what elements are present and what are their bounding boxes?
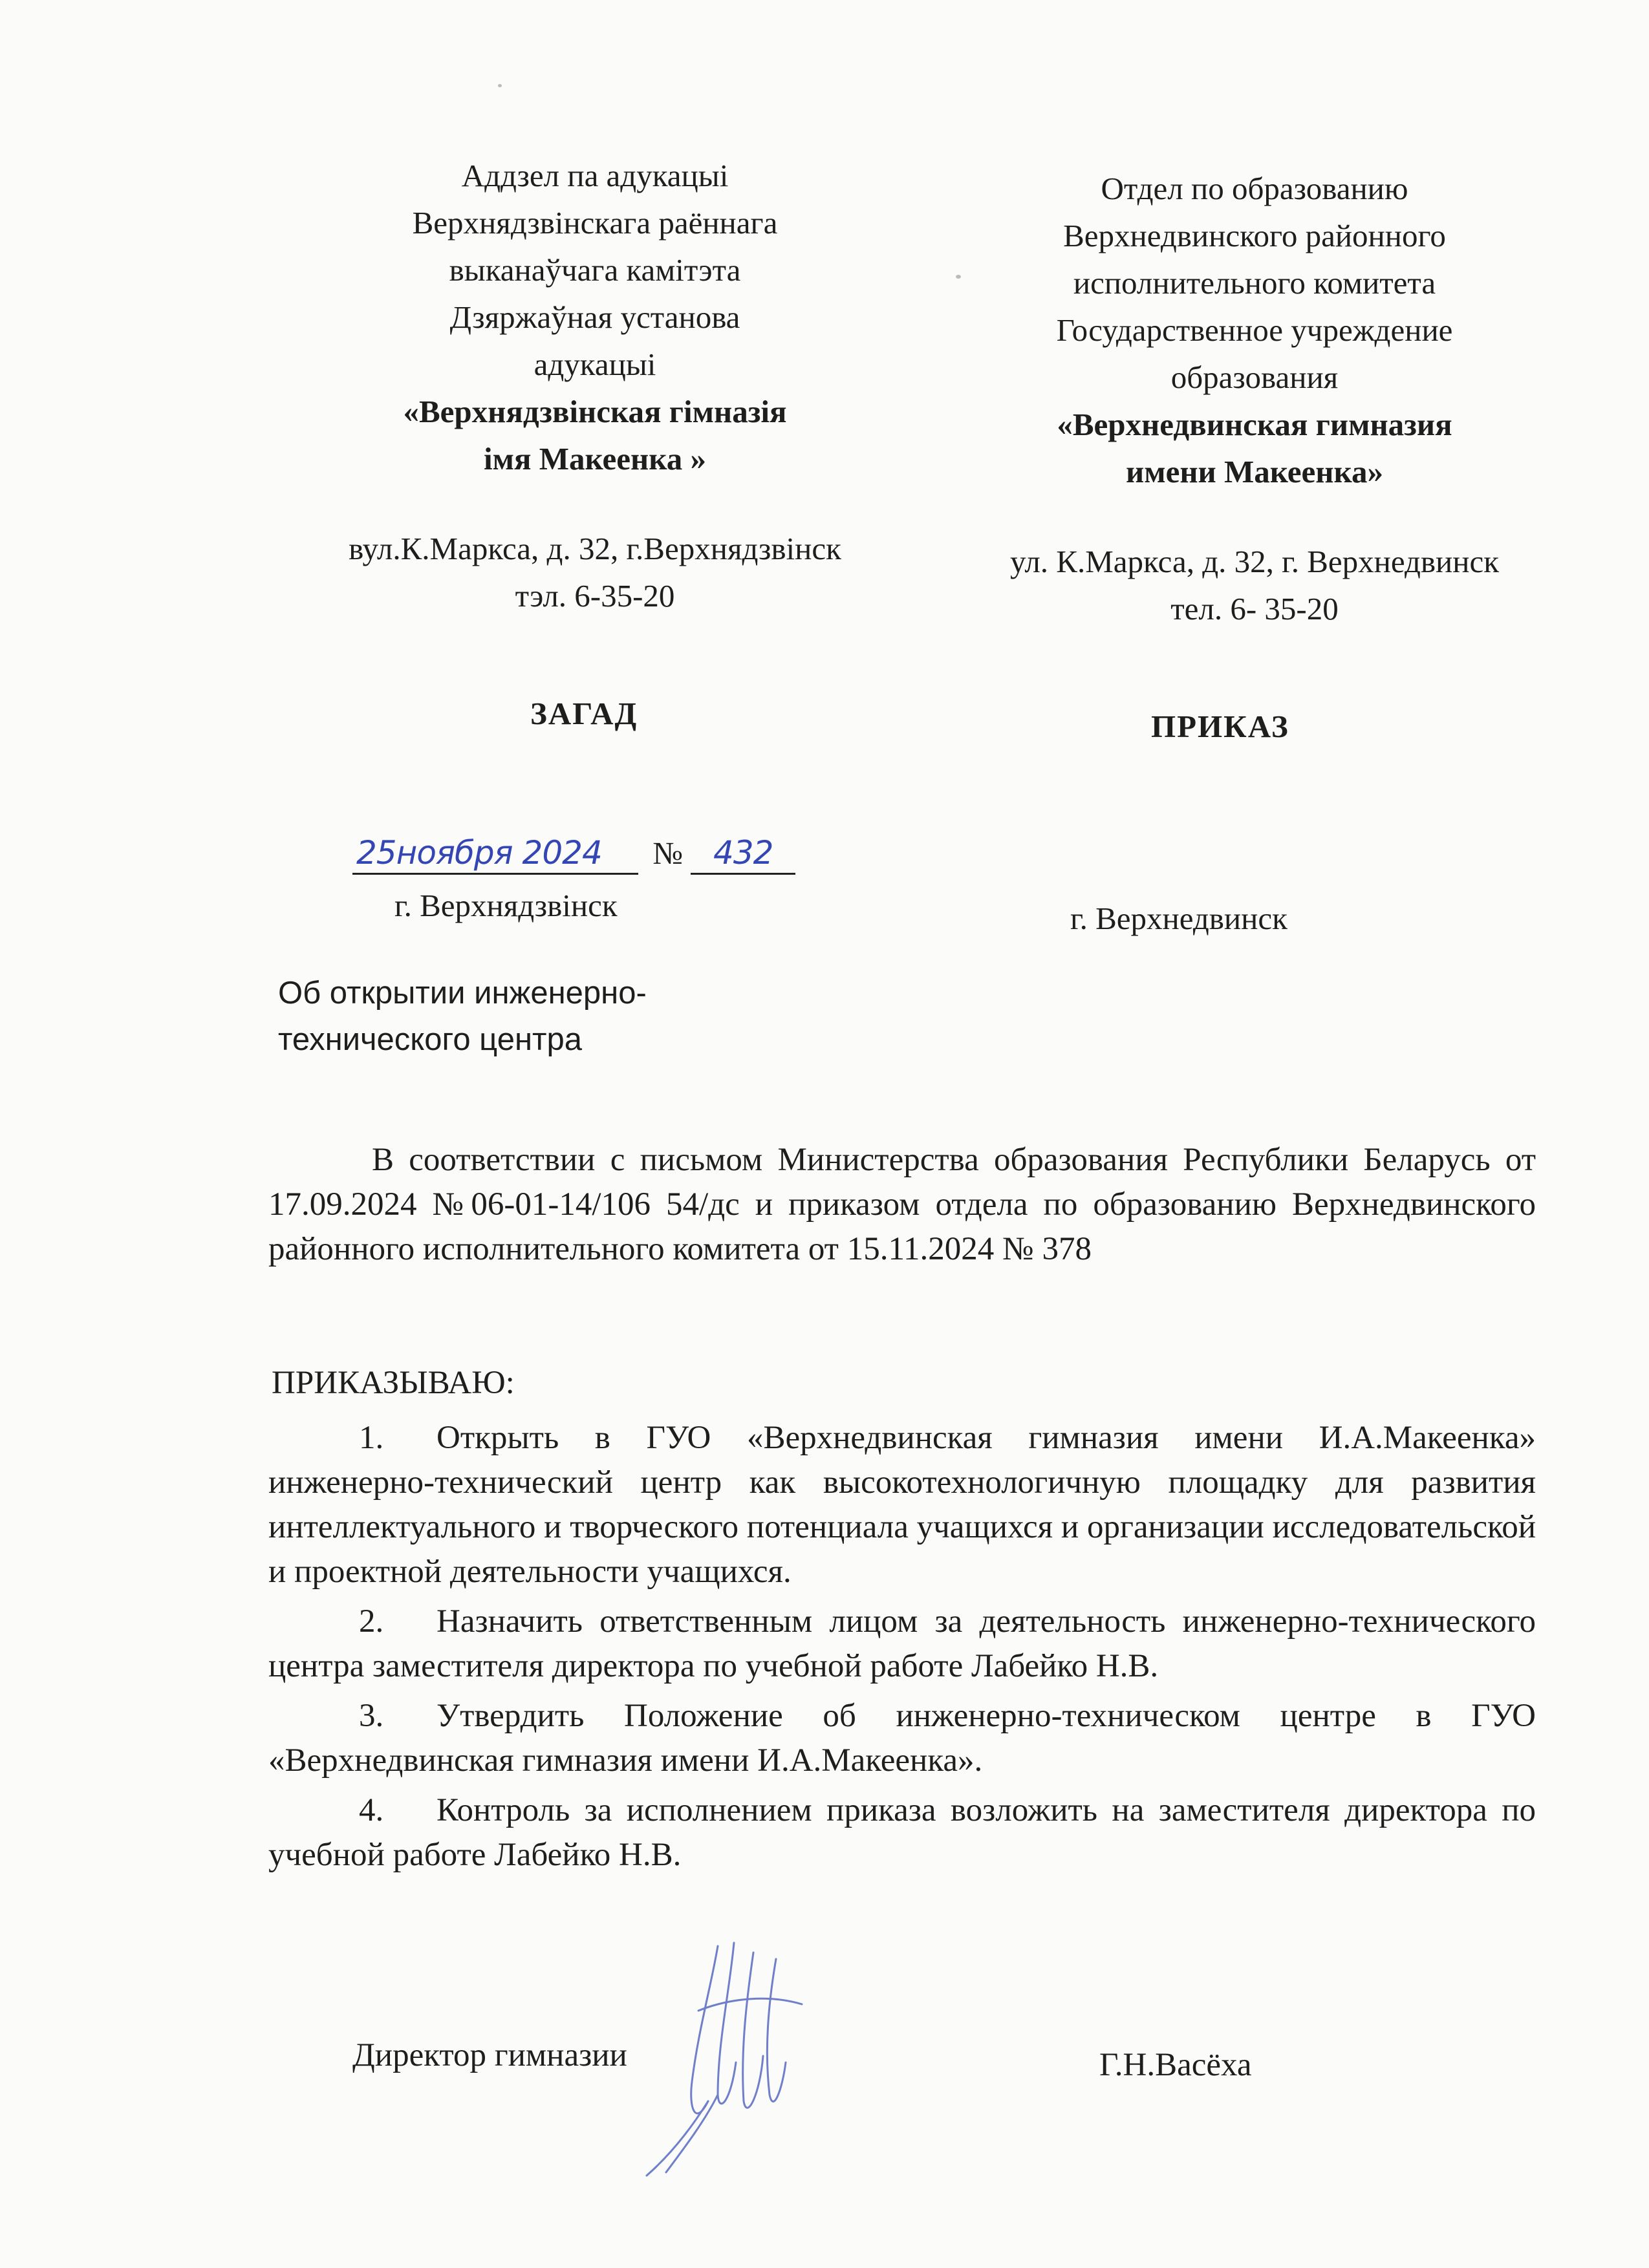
item-number: 1. [359,1420,384,1456]
header-ru-line: Государственное учреждение [1056,312,1453,348]
order-item [268,1694,1536,1783]
header-ru-line: исполнительного комитета [1073,265,1436,301]
scan-speck [498,84,502,87]
subject-line: технического центра [278,1022,582,1057]
header-ru-line: Верхнедвинского районного [1063,218,1446,253]
item-number: 4. [359,1792,384,1828]
item-number: 3. [359,1698,384,1734]
header-ru-phone: тел. 6- 35-20 [1170,591,1339,626]
header-by-line: Аддзел па адукацыі [461,158,729,193]
header-by-phone: тэл. 6-35-20 [515,578,675,614]
spacer [272,482,918,525]
order-item [268,1599,1536,1689]
handwritten-signature [621,1933,834,2179]
header-by-school-name: імя Макеенка » [484,441,706,476]
order-subject [278,970,808,1063]
city-russian: г. Верхнедвинск [1070,901,1288,936]
document-title-ru: ПРИКАЗ [1151,709,1289,744]
order-date-handwritten: 25ноября 2024 [352,834,638,875]
number-sign: № [652,835,684,871]
scan-speck [956,275,961,279]
order-date-number [352,834,795,875]
document-title-by: ЗАГАД [530,696,638,731]
item-text: Назначить ответственным лицом за деятельность инженерно-технического центра заместителя директора по учебной работе Лабейко Н.В. [268,1603,1536,1684]
order-item [268,1788,1536,1878]
header-ru-line: Отдел по образованию [1101,171,1408,206]
spacer [931,495,1578,538]
preamble-paragraph: В соответствии с письмом Министерства образования Республики Беларусь от 17.09.2024 №06-01-14/106 54/дс и приказом отдела по образованию Верхнедвинского районного исполнительного комитета от 15.11.2024 № 378 [268,1142,1536,1267]
item-text: Контроль за исполнением приказа возложить на заместителя директора по учебной работе Лабейко Н.В. [268,1792,1536,1873]
subject-line: Об открытии инженерно- [278,976,647,1011]
header-by-address: вул.К.Маркса, д. 32, г.Верхнядзвінск [349,531,841,566]
item-number: 2. [359,1603,384,1640]
header-ru-school-name: «Верхнедвинская гимназия [1057,407,1452,442]
header-by-line: адукацыі [534,347,656,382]
item-text: Открыть в ГУО «Верхнедвинская гимназия имени И.А.Макеенка» инженерно-технический центр как высокотехнологичную площадку для развития интеллектуального и творческого потенциала учащихся и организации исследовательской и проектной деятельности учащихся. [268,1420,1536,1590]
order-item [268,1416,1536,1594]
header-ru-address: ул. К.Маркса, д. 32, г. Верхнедвинск [1009,544,1500,579]
header-by-line: Верхнядзвінскага раённага [412,205,778,241]
header-by-line: Дзяржаўная установа [449,299,740,335]
item-text: Утвердить Положение об инженерно-техническом центре в ГУО «Верхнедвинская гимназия имени И.А.Макеенка». [268,1698,1536,1779]
city-belarusian: г. Верхнядзвінск [394,888,618,923]
signatory-position: Директор гимназии [352,2037,627,2073]
header-russian [931,165,1578,632]
header-by-school-name: «Верхнядзвінская гімназія [403,394,787,429]
order-keyword: ПРИКАЗЫВАЮ: [272,1365,515,1401]
header-ru-school-name: имени Макеенка» [1125,454,1384,489]
header-ru-line: образования [1170,359,1339,395]
header-by-line: выканаўчага камітэта [449,252,741,288]
signatory-name: Г.Н.Васёха [1099,2047,1252,2083]
order-items-list [268,1416,1536,1883]
order-number-handwritten: 432 [691,834,795,875]
header-belarusian [272,152,918,619]
